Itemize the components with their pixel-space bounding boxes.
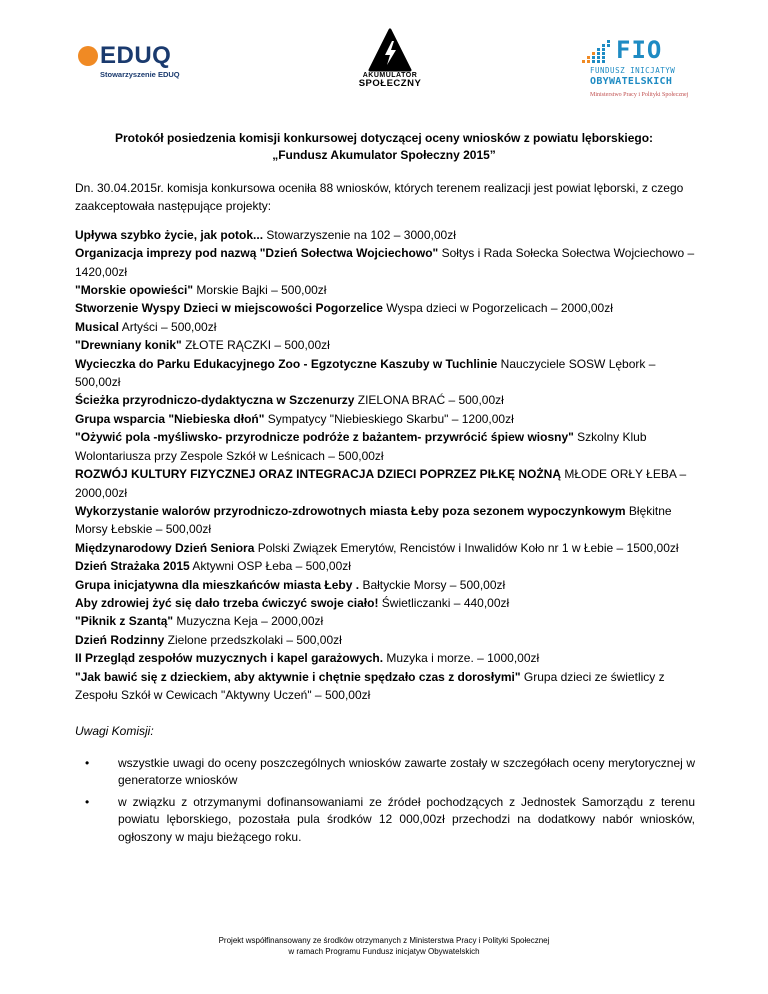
project-item	[75, 336, 695, 354]
project-item	[75, 502, 695, 539]
project-title: Wykorzystanie walorów przyrodniczo-zdrowotnych miasta Łeby poza sezonem wypoczynkowym	[75, 503, 626, 518]
project-organization-amount: Szkolny Klub Wolontariusza przy Zespole Szkół w Leśnicach – 500,00zł	[75, 430, 647, 463]
project-organization-amount: Zielone przedszkolaki – 500,00zł	[164, 632, 342, 647]
project-title: Dzień Strażaka 2015	[75, 559, 190, 574]
project-title: Aby zdrowiej żyć się dało trzeba ćwiczyć swoje ciało!	[75, 595, 379, 610]
fio-logo-subtitle3: Ministerstwo Pracy i Polityki Społecznej	[590, 92, 689, 98]
project-organization-amount: Aktywni OSP Łeba – 500,00zł	[189, 559, 351, 574]
akumulator-logo-line1: AKUMULATOR	[362, 72, 418, 79]
project-organization-amount: Muzyczna Keja – 2000,00zł	[173, 614, 324, 629]
project-item	[75, 299, 695, 317]
eduq-logo-subtitle: Stowarzyszenie EDUQ	[100, 70, 180, 79]
project-title: Musical	[75, 319, 120, 334]
project-organization-amount: Bałtyckie Morsy – 500,00zł	[359, 577, 506, 592]
project-item	[75, 612, 695, 630]
fio-logo	[582, 36, 702, 106]
project-item	[75, 391, 695, 409]
project-title: Dzień Rodzinny	[75, 632, 165, 647]
project-organization-amount: ZIELONA BRAĆ – 500,00zł	[354, 393, 504, 408]
remarks-heading: Uwagi Komisji:	[75, 724, 154, 739]
fio-dots-icon	[582, 40, 614, 66]
project-title: II Przegląd zespołów muzycznych i kapel garażowych.	[75, 651, 384, 666]
remark-text: w związku z otrzymanymi dofinansowaniami ze źródeł pochodzących z Jednostek Samorządu z terenu powiatu lęborskiego, pozostała pula środków 12 000,00zł przechodzi na dodatkowy nabór wniosków, ogłoszony w maju bieżącego roku.	[118, 794, 695, 844]
project-title: Ścieżka przyrodniczo-dydaktyczna w Szczenurzy	[75, 393, 355, 408]
document-title-line2: „Fundusz Akumulator Społeczny 2015”	[272, 148, 496, 162]
project-item	[75, 576, 695, 594]
akumulator-logo-line2: SPOŁECZNY	[358, 78, 422, 89]
project-item	[75, 226, 695, 244]
project-item	[75, 281, 695, 299]
eduq-logo-icon	[78, 46, 98, 66]
project-item	[75, 428, 695, 465]
project-title: "Morskie opowieści"	[75, 283, 194, 298]
project-organization-amount: Wyspa dzieci w Pogorzelicach – 2000,00zł	[382, 301, 613, 316]
remark-text: wszystkie uwagi do oceny poszczególnych wniosków zawarte zostały w szczegółach oceny merytorycznej w generatorze wniosków	[118, 755, 695, 788]
project-item	[75, 244, 695, 281]
remark-item	[85, 794, 695, 847]
bullet-icon: •	[85, 794, 90, 809]
project-item	[75, 631, 695, 649]
project-title: Grupa wsparcia "Niebieska dłoń"	[75, 411, 265, 426]
project-title: Wycieczka do Parku Edukacyjnego Zoo - Egzotyczne Kaszuby w Tuchlinie	[75, 356, 498, 371]
footer-line2: w ramach Programu Fundusz inicjatyw Obywatelskich	[288, 947, 480, 956]
project-item	[75, 594, 695, 612]
project-title: "Drewniany konik"	[75, 338, 182, 353]
fio-logo-name: FIO	[616, 36, 663, 64]
project-item	[75, 355, 695, 392]
document-title-line1: Protokół posiedzenia komisji konkursowej dotyczącej oceny wniosków z powiatu lęborskiego:	[114, 131, 654, 145]
project-organization-amount: Artyści – 500,00zł	[119, 319, 217, 334]
project-organization-amount: Muzyka i morze. – 1000,00zł	[383, 651, 540, 666]
project-organization-amount: Nauczyciele SOSW Lębork – 500,00zł	[75, 356, 656, 390]
project-title: Stworzenie Wyspy Dzieci w miejscowości Pogorzelice	[75, 301, 383, 316]
project-organization-amount: ZŁOTE RĄCZKI – 500,00zł	[181, 338, 330, 353]
intro-paragraph: Dn. 30.04.2015r. komisja konkursowa oceniła 88 wniosków, których terenem realizacji jest powiat lęborski, z czego zaakceptowała następujące projekty:	[75, 181, 684, 214]
akumulator-logo	[350, 28, 430, 104]
project-organization-amount: Sympatycy "Niebieskiego Skarbu" – 1200,00zł	[264, 411, 514, 426]
eduq-logo-name: EDUQ	[100, 42, 172, 69]
project-item	[75, 649, 695, 667]
project-organization-amount: Błękitne Morsy Łebskie – 500,00zł	[75, 503, 672, 537]
project-item	[75, 318, 695, 336]
project-title: Upływa szybko życie, jak potok...	[75, 227, 264, 242]
page-footer	[80, 935, 688, 957]
project-title: "Piknik z Szantą"	[75, 614, 174, 629]
project-item	[75, 539, 695, 557]
project-item	[75, 557, 695, 575]
lightning-triangle-icon	[368, 28, 412, 72]
project-organization-amount: Grupa dzieci ze świetlicy z Zespołu Szkół w Cewicach "Aktywny Uczeń" – 500,00zł	[75, 669, 665, 702]
project-title: Organizacja imprezy pod nazwą "Dzień Sołectwa Wojciechowo"	[75, 246, 439, 261]
bullet-icon: •	[85, 755, 90, 770]
footer-line1: Projekt współfinansowany ze środków otrzymanych z Ministerstwa Pracy i Polityki Społecznej	[218, 936, 550, 945]
remark-item	[85, 755, 695, 790]
eduq-logo	[78, 42, 208, 92]
fio-logo-subtitle1: FUNDUSZ INICJATYW	[590, 66, 676, 75]
project-title: Grupa inicjatywna dla mieszkańców miasta Łeby .	[75, 577, 360, 592]
project-organization-amount: Stowarzyszenie na 102 – 3000,00zł	[263, 227, 456, 242]
project-list	[75, 226, 695, 705]
project-title: ROZWÓJ KULTURY FIZYCZNEJ ORAZ INTEGRACJA DZIECI POPRZEZ PIŁKĘ NOŻNĄ	[75, 467, 562, 482]
remarks-list	[75, 755, 695, 847]
project-title: "Jak bawić się z dzieckiem, aby aktywnie i chętnie spędzało czas z dorosłymi"	[75, 669, 521, 684]
project-organization-amount: Morskie Bajki – 500,00zł	[193, 283, 327, 298]
document-body	[75, 179, 695, 850]
header-logos	[0, 28, 768, 108]
project-item	[75, 465, 695, 502]
project-organization-amount: Sołtys i Rada Sołecka Sołectwa Wojciechowo – 1420,00zł	[75, 246, 695, 279]
document-title	[80, 130, 688, 164]
fio-logo-subtitle2: OBYWATELSKICH	[590, 76, 673, 87]
project-title: "Ożywić pola -myśliwsko- przyrodnicze podróże z bażantem- przywrócić śpiew wiosny"	[75, 430, 574, 445]
project-title: Międzynarodowy Dzień Seniora	[75, 540, 255, 555]
project-organization-amount: MŁODE ORŁY ŁEBA – 2000,00zł	[75, 467, 687, 500]
project-item	[75, 410, 695, 428]
project-organization-amount: Polski Związek Emerytów, Rencistów i Inwalidów Koło nr 1 w Łebie – 1500,00zł	[254, 540, 679, 555]
project-item	[75, 668, 695, 705]
project-organization-amount: Świetliczanki – 440,00zł	[378, 595, 510, 610]
